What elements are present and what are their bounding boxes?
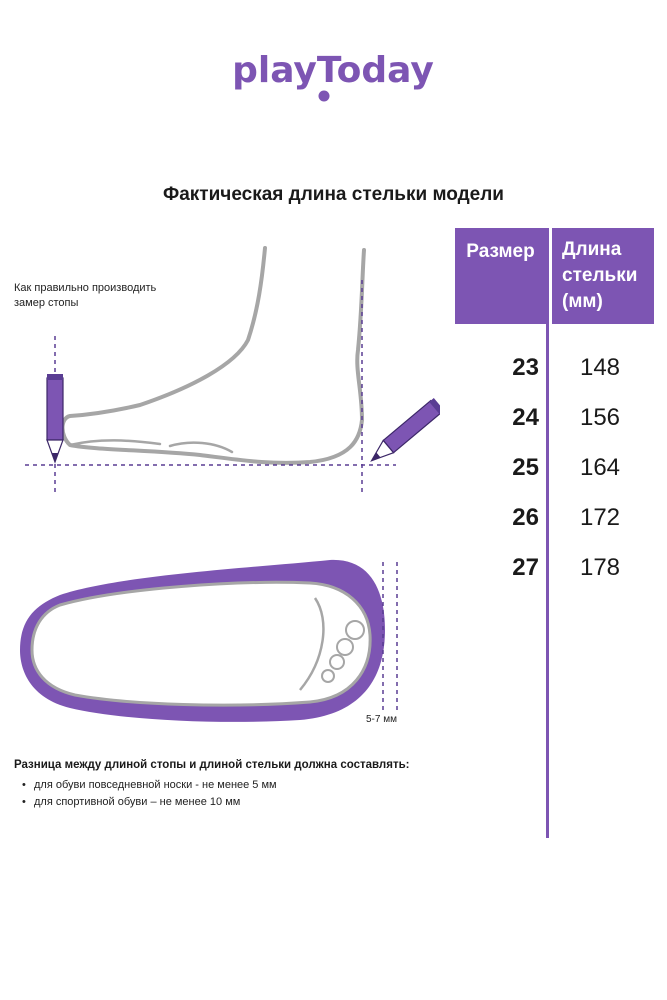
- size-cell: 24: [512, 404, 539, 431]
- pencil-left-icon: [47, 374, 63, 462]
- logo-text: playToday: [232, 50, 434, 91]
- insole-illustration: [0, 550, 440, 735]
- header-length: [552, 228, 654, 324]
- length-cell: 172: [579, 504, 621, 531]
- gap-label: 5-7 мм: [366, 714, 397, 725]
- header-size: Размер: [455, 228, 546, 324]
- note-bullet: • для обуви повседневной носки - не менее 5 мм: [22, 779, 442, 791]
- foot-side-illustration: [0, 240, 440, 500]
- size-cell: 25: [512, 454, 539, 481]
- table-divider: [546, 228, 549, 838]
- length-cell: 148: [579, 354, 621, 381]
- size-cell: 27: [512, 554, 539, 581]
- logo-dot: [319, 91, 330, 102]
- size-cell: 26: [512, 504, 539, 531]
- header-length-line3: (мм): [562, 291, 603, 312]
- note-heading: Разница между длиной стопы и длиной стельки должна составлять:: [14, 759, 410, 771]
- length-cell: 178: [579, 554, 621, 581]
- page-title: Фактическая длина стельки модели: [163, 184, 504, 205]
- instructions-line2: замер стопы: [14, 297, 79, 309]
- length-cell: 156: [579, 404, 621, 431]
- foot-outline: [63, 248, 365, 463]
- instructions-line1: Как правильно производить: [14, 282, 157, 294]
- note-bullet: • для спортивной обуви – не менее 10 мм: [22, 796, 442, 808]
- footprint-outline: [32, 582, 370, 705]
- size-cell: 23: [512, 354, 539, 381]
- header-length-line2: стельки: [562, 265, 638, 286]
- pencil-right-icon: [366, 398, 440, 467]
- brand-logo: [0, 42, 667, 112]
- header-length-line1: Длина: [562, 239, 622, 260]
- length-cell: 164: [579, 454, 621, 481]
